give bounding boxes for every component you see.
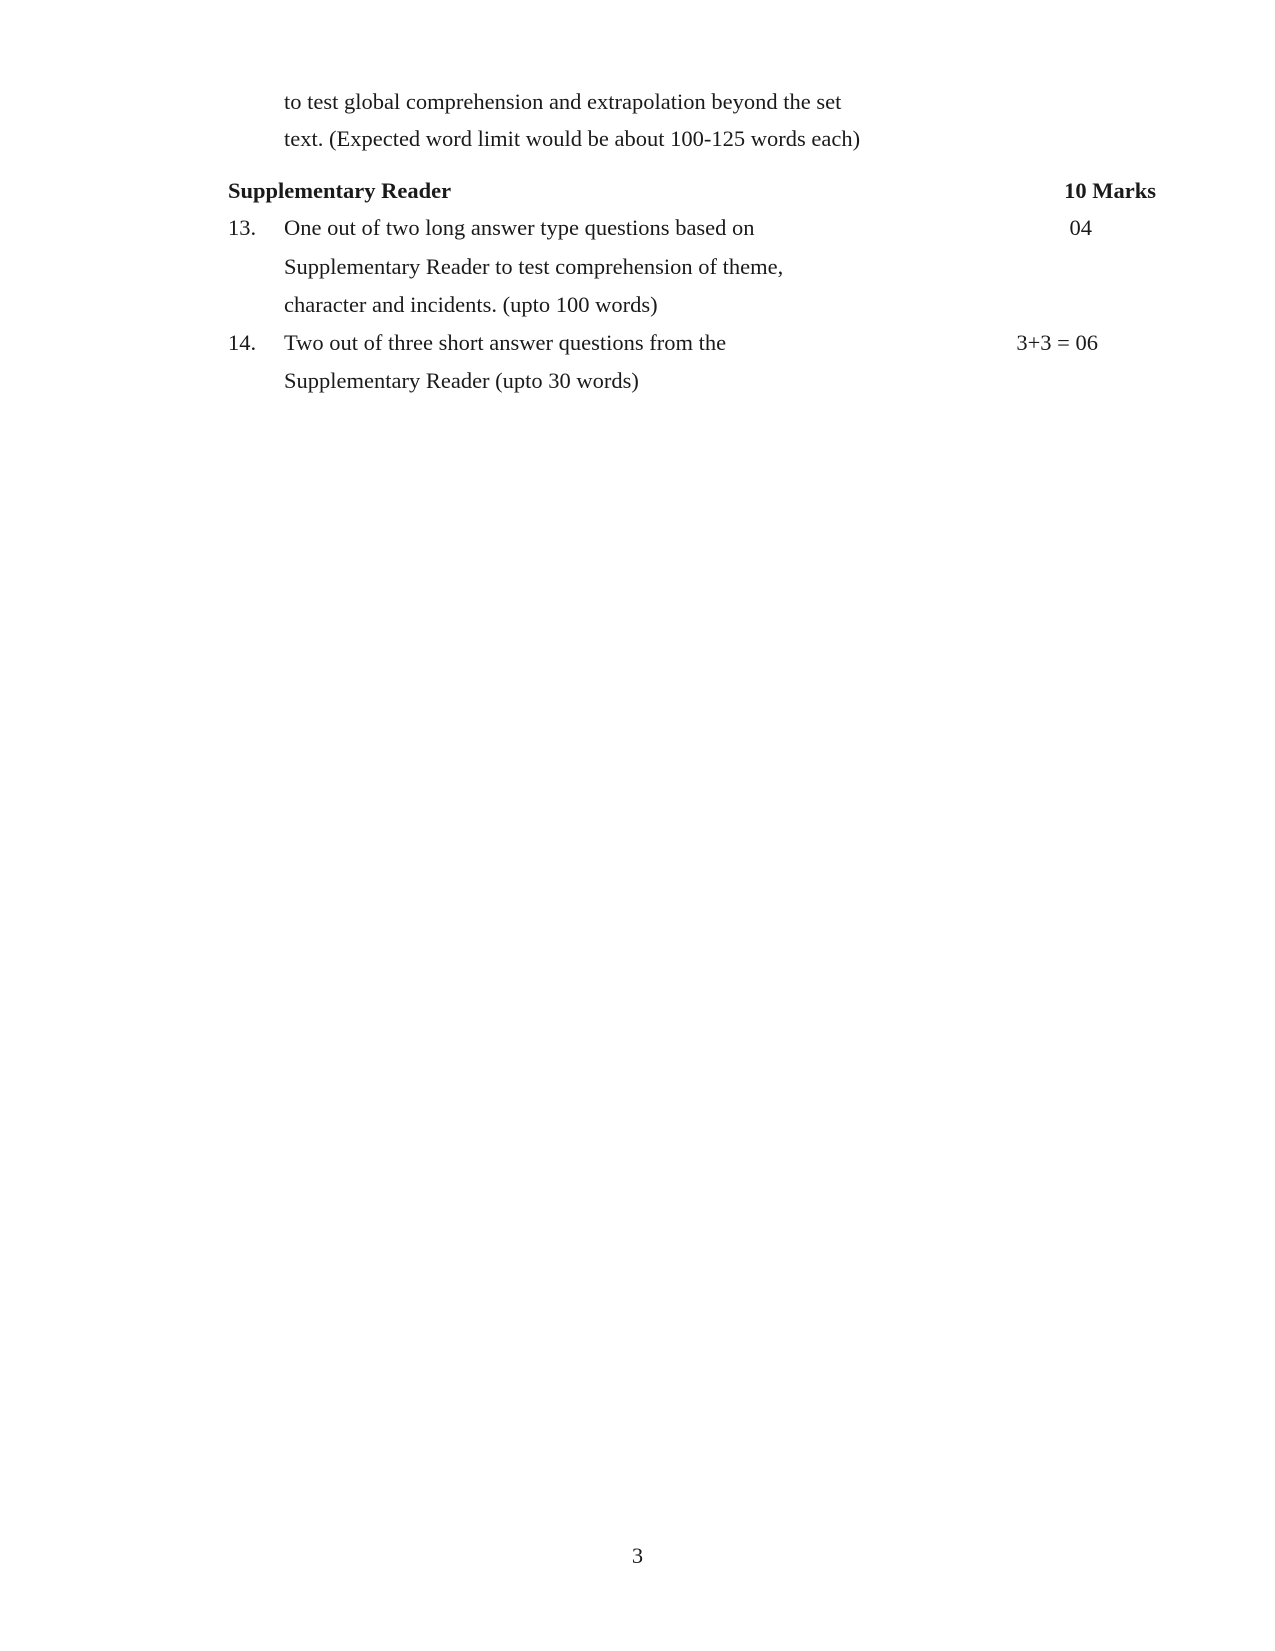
question-13-marks: 04 [1069, 215, 1092, 240]
intro-line-1: to test global comprehension and extrapolation beyond the set [284, 89, 842, 114]
question-13-line-3: character and incidents. (upto 100 words) [284, 292, 658, 317]
intro-line-2: text. (Expected word limit would be about 100-125 words each) [284, 126, 861, 151]
question-13-line-1: One out of two long answer type questions based on [284, 215, 755, 240]
section-title: Supplementary Reader [228, 178, 452, 203]
question-14-marks: 3+3 = 06 [1016, 330, 1098, 355]
question-13-line-2: Supplementary Reader to test comprehension of theme, [284, 254, 784, 279]
page-number: 3 [631, 1543, 644, 1568]
question-14-line-2: Supplementary Reader (upto 30 words) [284, 368, 639, 393]
question-13-number: 13. [228, 215, 257, 240]
section-marks: 10 Marks [1064, 178, 1156, 203]
question-14-line-1: Two out of three short answer questions from the [284, 330, 727, 355]
question-14-number: 14. [228, 330, 257, 355]
